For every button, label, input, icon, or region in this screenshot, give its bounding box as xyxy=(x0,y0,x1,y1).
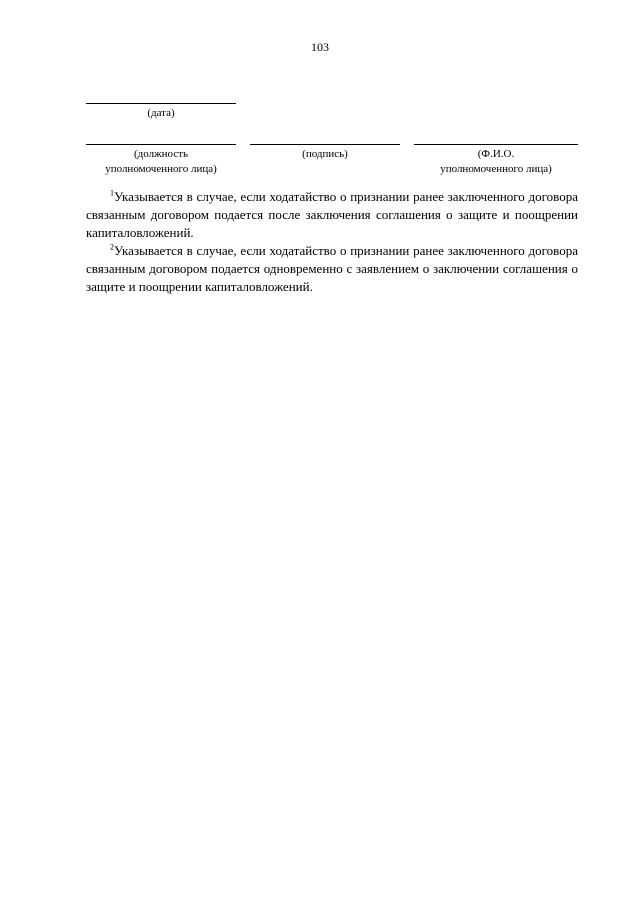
footnote xyxy=(86,242,578,296)
signature-field xyxy=(250,144,400,162)
name-field xyxy=(414,144,578,177)
name-caption-1: (Ф.И.О. xyxy=(477,148,515,160)
date-caption: (дата) xyxy=(147,107,175,119)
date-line xyxy=(86,103,236,104)
position-caption-2: уполномоченного лица) xyxy=(105,163,217,175)
signature-line xyxy=(250,144,400,145)
position-caption-1: (должность xyxy=(133,148,189,160)
name-caption-2: уполномоченного лица) xyxy=(440,163,552,175)
footnote-mark: 2 xyxy=(110,242,114,252)
signature-caption: (подпись) xyxy=(302,148,348,160)
position-field xyxy=(86,144,236,177)
footnote-text: Указывается в случае, если ходатайство о признании ранее заключенного договора связанным договором подается после заключения соглашения о защите и поощрении капиталовложений. xyxy=(86,189,578,240)
page-number: 103 xyxy=(311,40,329,54)
position-line xyxy=(86,144,236,145)
footnote-text: Указывается в случае, если ходатайство о признании ранее заключенного договора связанным договором подается одновременно с заявлением о заключении соглашения о защите и поощрении капиталовложений. xyxy=(86,243,578,294)
footnote xyxy=(86,188,578,242)
name-line xyxy=(414,144,578,145)
footnotes xyxy=(86,188,578,296)
date-field xyxy=(86,103,236,121)
footnote-mark: 1 xyxy=(110,188,114,198)
